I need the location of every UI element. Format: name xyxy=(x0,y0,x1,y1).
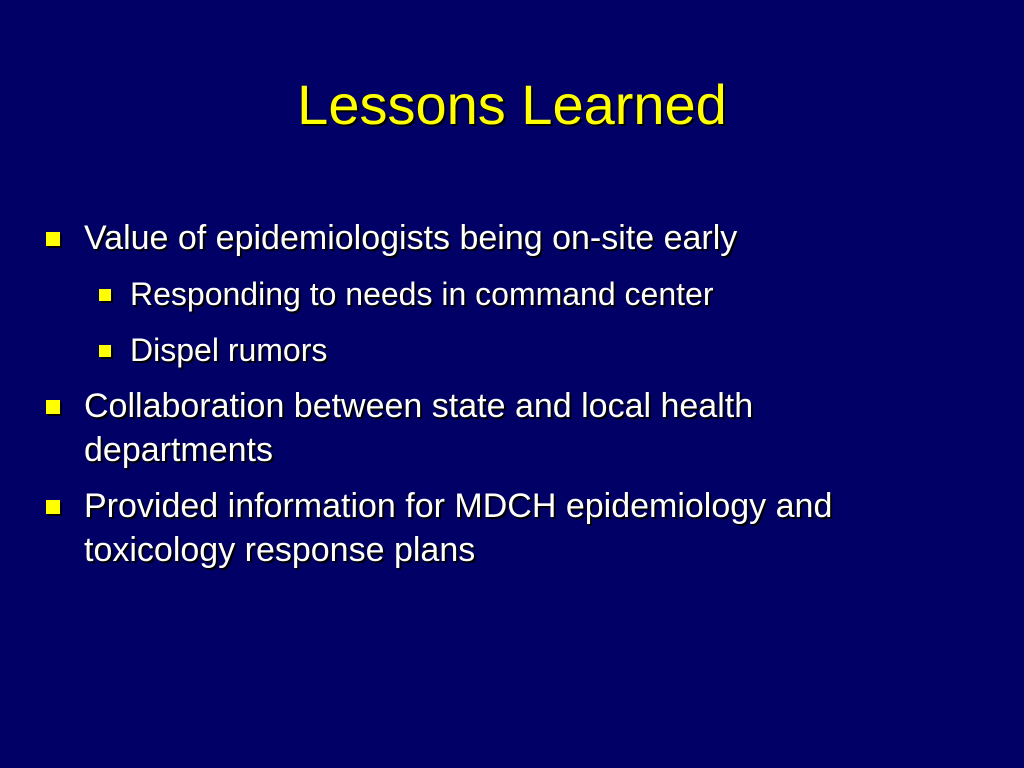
bullet-item-collaboration xyxy=(0,384,904,472)
bullet-text: Provided information for MDCH epidemiology and toxicology response plans xyxy=(84,487,833,569)
bullet-text: Collaboration between state and local health departments xyxy=(84,387,754,469)
square-bullet-icon xyxy=(46,232,60,246)
square-bullet-icon xyxy=(99,345,111,357)
square-bullet-icon xyxy=(46,500,60,514)
sub-bullet-item-command-center xyxy=(0,272,890,316)
sub-bullet-item-dispel-rumors xyxy=(0,328,890,372)
bullet-item-response-plans xyxy=(0,484,904,572)
sub-bullet-text: Dispel rumors xyxy=(130,332,328,368)
square-bullet-icon xyxy=(46,400,60,414)
bullet-text: Value of epidemiologists being on-site early xyxy=(84,219,738,257)
slide-title: Lessons Learned xyxy=(297,73,727,136)
square-bullet-icon xyxy=(99,289,111,301)
bullet-list xyxy=(0,216,1024,584)
bullet-item-epidemiologists-on-site xyxy=(0,216,904,260)
sub-bullet-text: Responding to needs in command center xyxy=(130,276,714,312)
